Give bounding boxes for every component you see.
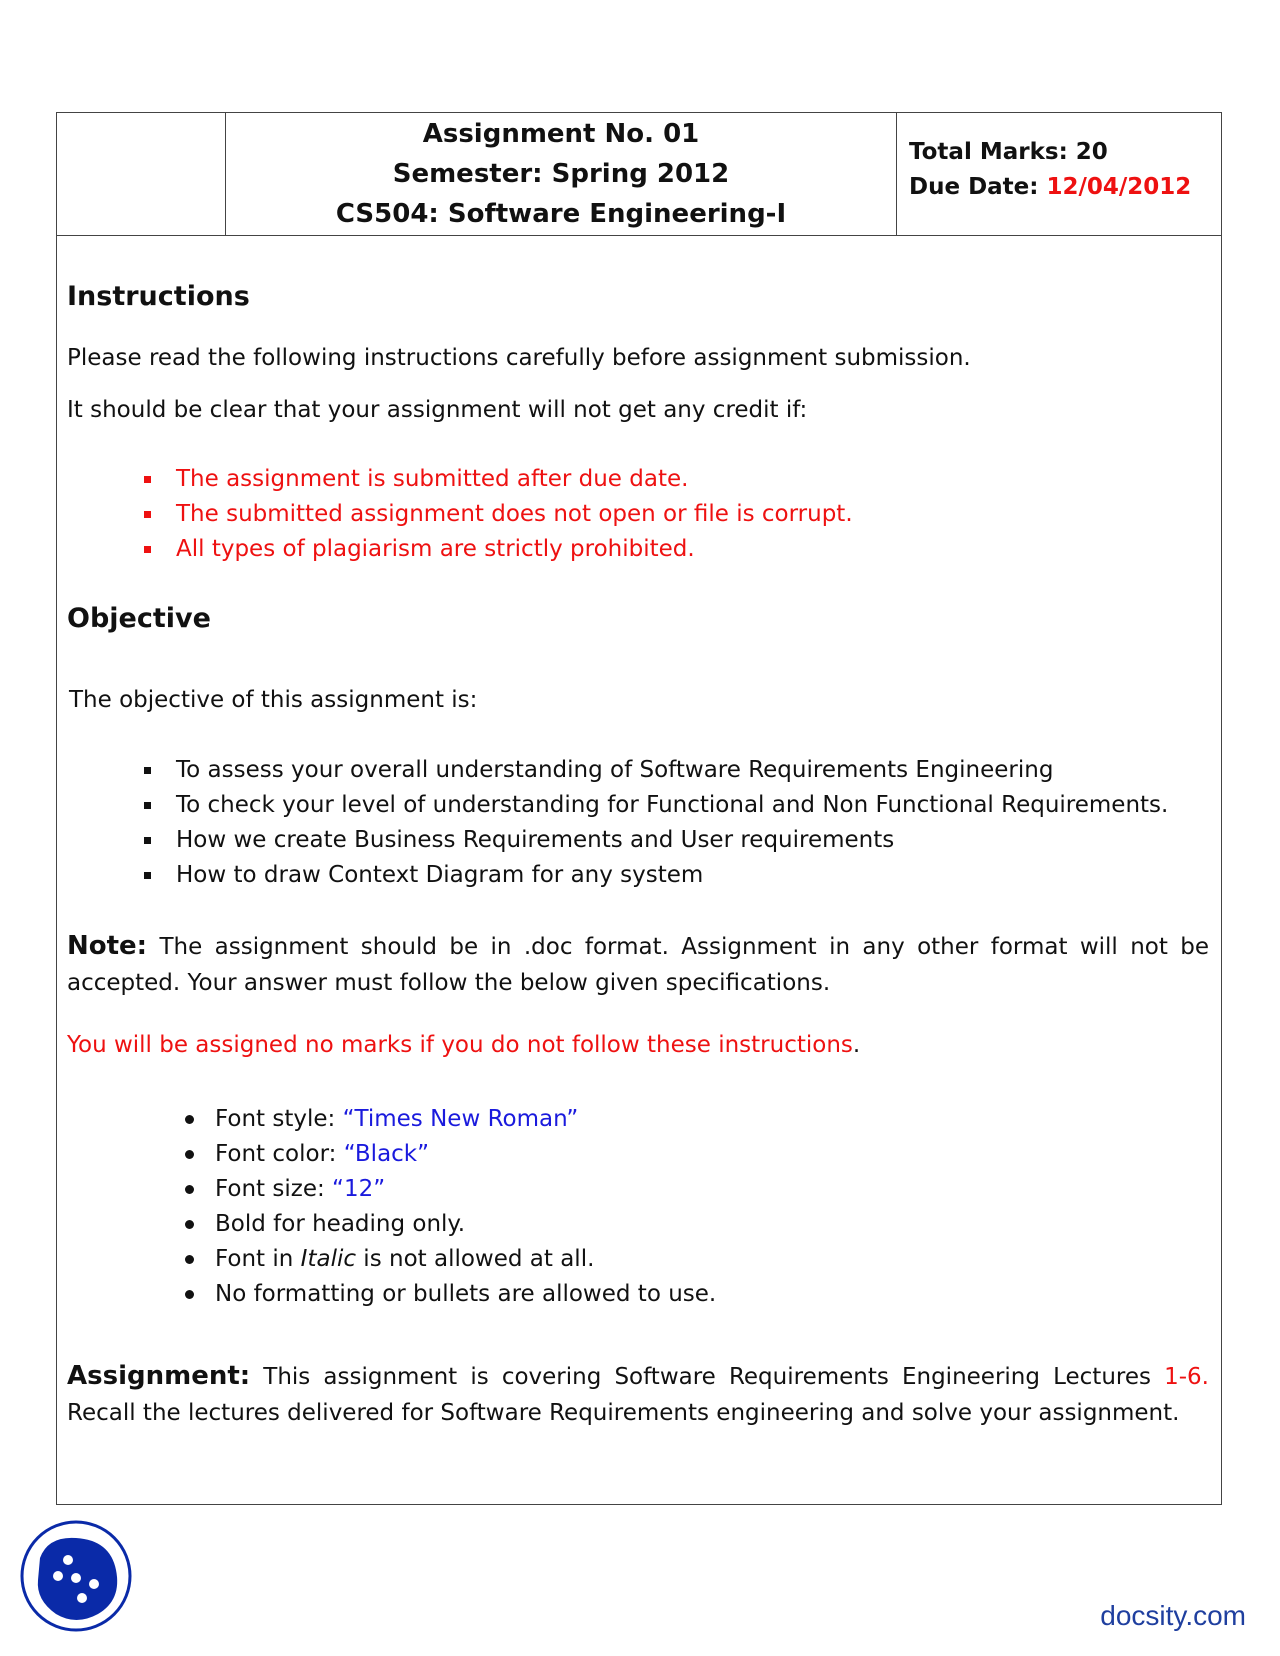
- due-date-label: Due Date:: [909, 174, 1047, 200]
- instructions-intro: Please read the following instructions carefully before assignment submission.: [67, 345, 971, 371]
- list-item: To check your level of understanding for Functional and Non Functional Requirements.: [138, 788, 1168, 823]
- square-bullet-icon: [144, 802, 151, 809]
- list-item: No formatting or bullets are allowed to use.: [177, 1277, 716, 1312]
- assignment-line-2: Recall the lectures delivered for Software Requirements engineering and solve your assignment.: [67, 1400, 1180, 1426]
- objective-heading: Objective: [67, 603, 211, 634]
- assignment-line-1: Assignment: This assignment is covering Software Requirements Engineering Lectures 1-6.: [67, 1361, 1209, 1391]
- note-line-2: accepted. Your answer must follow the below given specifications.: [67, 970, 831, 996]
- square-bullet-icon: [144, 837, 151, 844]
- round-bullet-icon: [185, 1290, 194, 1299]
- header-logo-cell: [57, 113, 226, 235]
- objective-list: [138, 753, 1168, 893]
- assignment-header-table: [56, 112, 1222, 236]
- list-item: To assess your overall understanding of Software Requirements Engineering: [138, 753, 1168, 788]
- assignment-label: Assignment:: [67, 1361, 251, 1391]
- list-item: Font in Italic is not allowed at all.: [177, 1242, 716, 1277]
- due-date: [909, 170, 1221, 205]
- list-item: All types of plagiarism are strictly prohibited.: [138, 532, 853, 567]
- note-label: Note:: [67, 931, 148, 961]
- objective-intro: The objective of this assignment is:: [69, 687, 478, 713]
- square-bullet-icon: [144, 872, 151, 879]
- course-title: CS504: Software Engineering-I: [335, 199, 787, 229]
- assignment-paragraph: [67, 1358, 1209, 1431]
- marks-warning: You will be assigned no marks if you do not follow these instructions.: [67, 1032, 861, 1058]
- note-paragraph: [67, 928, 1209, 1001]
- list-item: How to draw Context Diagram for any system: [138, 858, 1168, 893]
- header-marks-cell: [897, 113, 1221, 235]
- credit-conditions-list: [138, 462, 853, 567]
- list-item: The submitted assignment does not open or file is corrupt.: [138, 497, 853, 532]
- square-bullet-icon: [144, 476, 151, 483]
- list-item: Bold for heading only.: [177, 1207, 716, 1242]
- docsity-site-link[interactable]: docsity.com: [1100, 1600, 1246, 1631]
- list-item: Font size: “12”: [177, 1172, 716, 1207]
- format-specs-list: [177, 1102, 716, 1312]
- instructions-credit-line: It should be clear that your assignment will not get any credit if:: [67, 397, 808, 423]
- due-date-value: 12/04/2012: [1046, 174, 1192, 200]
- round-bullet-icon: [185, 1150, 194, 1159]
- round-bullet-icon: [185, 1185, 194, 1194]
- instructions-heading: Instructions: [67, 281, 250, 312]
- square-bullet-icon: [144, 546, 151, 553]
- total-marks: Total Marks: 20: [909, 139, 1108, 165]
- header-title-cell: [226, 113, 897, 235]
- note-line-1: Note: The assignment should be in .doc format. Assignment in any other format will not be: [67, 931, 1209, 961]
- list-item: The assignment is submitted after due date.: [138, 462, 853, 497]
- assignment-number: Assignment No. 01: [422, 119, 700, 149]
- semester: Semester: Spring 2012: [392, 159, 730, 189]
- round-bullet-icon: [185, 1115, 194, 1124]
- list-item: Font color: “Black”: [177, 1137, 716, 1172]
- docsity-logo-icon: [18, 1518, 134, 1634]
- list-item: Font style: “Times New Roman”: [177, 1102, 716, 1137]
- round-bullet-icon: [185, 1255, 194, 1264]
- list-item: How we create Business Requirements and User requirements: [138, 823, 1168, 858]
- round-bullet-icon: [185, 1220, 194, 1229]
- square-bullet-icon: [144, 767, 151, 774]
- square-bullet-icon: [144, 511, 151, 518]
